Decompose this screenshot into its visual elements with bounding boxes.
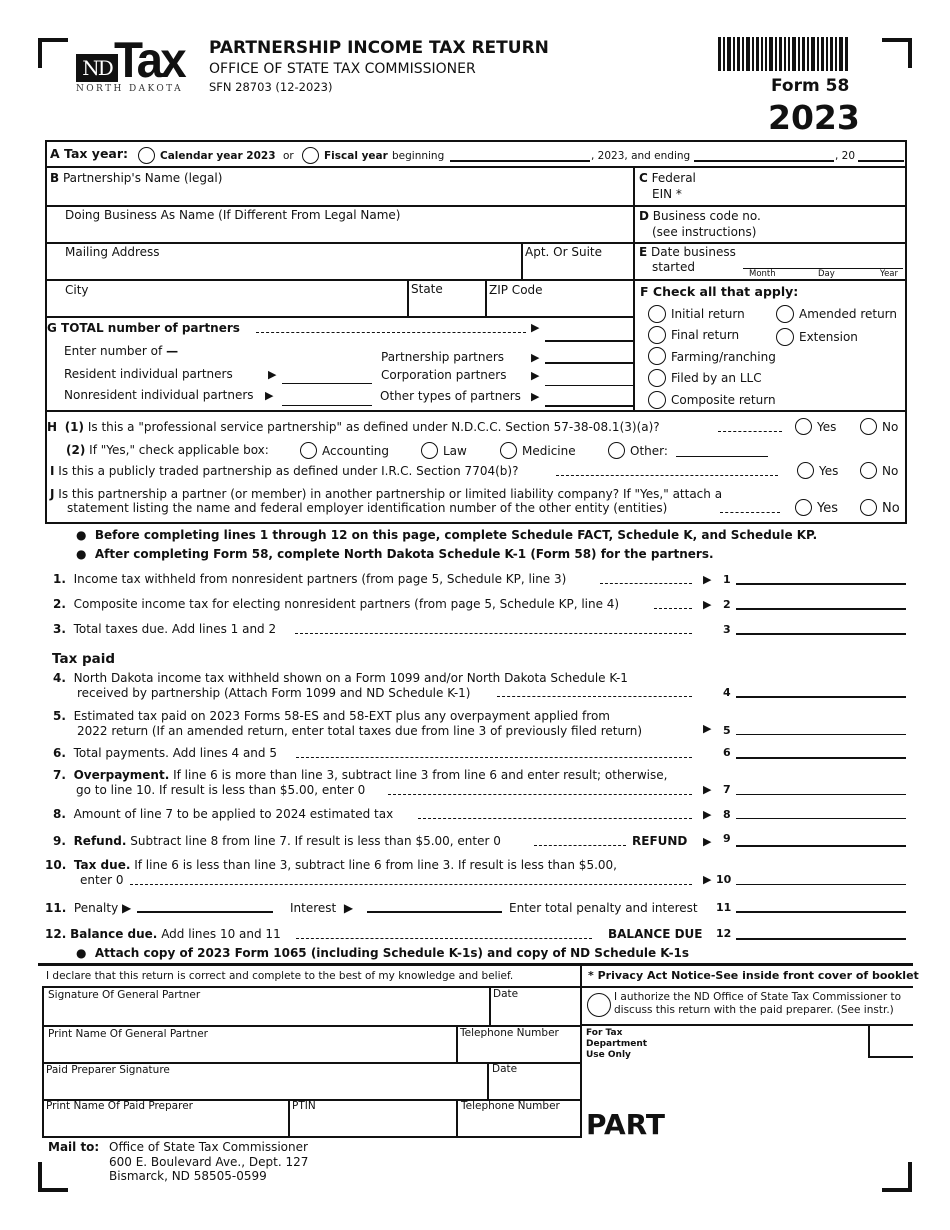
- mail-to-line-2: 600 E. Boulevard Ave., Dept. 127: [109, 1155, 309, 1169]
- total-partners-field[interactable]: [545, 340, 633, 342]
- line-6-box: 6: [723, 746, 731, 759]
- fiscal-year-radio[interactable]: [302, 147, 319, 164]
- date2-label: Date: [492, 1063, 518, 1075]
- corporation-partners-label: Corporation partners: [381, 368, 507, 382]
- arrow-icon: ▶: [531, 369, 540, 382]
- nonresident-partners-label: Nonresident individual partners: [64, 388, 254, 402]
- calendar-year-label: Calendar year 2023: [160, 150, 276, 162]
- form-number: Form 58: [771, 76, 850, 96]
- arrow-icon: ▶: [531, 390, 540, 403]
- year-label: Year: [880, 269, 898, 279]
- zip-label: ZIP Code: [489, 283, 543, 297]
- other-label: Other:: [630, 444, 668, 458]
- arrow-icon: ▶: [703, 598, 712, 611]
- logo-tax: Tax: [114, 32, 184, 88]
- line-9-box: 9: [723, 832, 731, 845]
- line-11-text: 11. Penalty ▶: [45, 901, 132, 915]
- fiscal-begin-field[interactable]: [450, 160, 590, 162]
- nonresident-partners-field[interactable]: [282, 405, 372, 406]
- nd-tax-logo: [74, 32, 189, 96]
- privacy-notice: * Privacy Act Notice-See inside front cover of booklet: [588, 969, 919, 982]
- mail-to-label: Mail to:: [48, 1140, 100, 1154]
- j-question-line1: J Is this partnership a partner (or member) in another partnership or limited liability company? If "Yes," attach a: [50, 487, 723, 501]
- other-partners-field[interactable]: [545, 405, 633, 407]
- tax-year-label: A Tax year:: [50, 146, 129, 161]
- other-type-field[interactable]: [676, 456, 768, 457]
- h1-yes-label: Yes: [817, 420, 837, 434]
- business-code-label-line2: (see instructions): [652, 225, 757, 239]
- arrow-icon: ▶: [703, 573, 712, 586]
- i-yes-label: Yes: [819, 464, 839, 478]
- h1-no-label: No: [882, 420, 899, 434]
- line-10-box: 10: [716, 873, 732, 886]
- day-label: Day: [818, 269, 835, 279]
- initial-return-label: Initial return: [671, 307, 745, 321]
- state-field[interactable]: [411, 298, 481, 314]
- arrow-icon: ▶: [703, 873, 712, 886]
- ptin-field[interactable]: [292, 1114, 452, 1134]
- city-label: City: [65, 283, 89, 297]
- zip-field[interactable]: [489, 298, 629, 314]
- line-11-field[interactable]: [736, 911, 906, 913]
- arrow-icon: ▶: [703, 783, 712, 796]
- form-year: 2023: [768, 98, 860, 137]
- line-3-box: 3: [723, 623, 731, 636]
- arrow-icon: ▶: [703, 722, 712, 735]
- phone1-field[interactable]: [460, 1042, 578, 1062]
- tax-paid-heading: Tax paid: [52, 651, 116, 667]
- arrow-icon: ▶: [703, 808, 712, 821]
- arrow-icon: ▶: [265, 389, 274, 402]
- line-6-field[interactable]: [736, 757, 906, 759]
- ending-label: , 2023, and ending: [591, 150, 691, 162]
- line-12-text: 12. Balance due. Add lines 10 and 11: [45, 927, 281, 941]
- print-preparer-label: Print Name Of Paid Preparer: [46, 1100, 193, 1112]
- date2-field[interactable]: [492, 1078, 578, 1098]
- or-label: or: [283, 150, 294, 162]
- medicine-radio[interactable]: [500, 442, 517, 459]
- h1-yes-radio[interactable]: [795, 418, 812, 435]
- ein-field[interactable]: [700, 185, 900, 203]
- filed-by-llc-label: Filed by an LLC: [671, 371, 762, 385]
- line-10-field[interactable]: [736, 884, 906, 885]
- mail-to-line-3: Bismarck, ND 58505-0599: [109, 1169, 267, 1183]
- law-radio[interactable]: [421, 442, 438, 459]
- date1-label: Date: [493, 988, 519, 1000]
- twenty-label: , 20: [835, 150, 856, 162]
- apt-suite-field[interactable]: [525, 260, 630, 278]
- line-12-field[interactable]: [736, 938, 906, 940]
- instruction-2: ● After completing Form 58, complete North Dakota Schedule K-1 (Form 58) for the partners.: [76, 547, 714, 561]
- ein-label: C Federal: [639, 171, 696, 185]
- j-no-label: No: [882, 501, 900, 516]
- partnership-partners-label: Partnership partners: [381, 350, 505, 364]
- line-6-text: 6. Total payments. Add lines 4 and 5: [53, 746, 277, 760]
- dba-label: Doing Business As Name (If Different From Legal Name): [65, 208, 401, 222]
- j-no-radio[interactable]: [860, 499, 877, 516]
- line-7-box: 7: [723, 783, 731, 796]
- other-partners-label: Other types of partners: [380, 389, 521, 403]
- arrow-icon: ▶: [531, 321, 540, 334]
- line-7-text-2: go to line 10. If result is less than $5.00, enter 0: [76, 783, 366, 797]
- line-4-text: 4. North Dakota income tax withheld shown on a Form 1099 and/or North Dakota Schedule K-1: [53, 671, 628, 685]
- filed-by-llc-radio[interactable]: [648, 369, 666, 387]
- accounting-label: Accounting: [322, 444, 390, 458]
- interest-field[interactable]: [367, 911, 502, 913]
- ptin-label: PTIN: [292, 1100, 316, 1112]
- penalty-field[interactable]: [137, 911, 273, 913]
- accounting-radio[interactable]: [300, 442, 317, 459]
- fiscal-end-field[interactable]: [694, 160, 834, 162]
- instruction-1: ● Before completing lines 1 through 12 on this page, complete Schedule FACT, Schedule K, and Schedule KP.: [76, 528, 818, 542]
- phone2-field[interactable]: [461, 1114, 578, 1134]
- state-label: State: [411, 282, 443, 296]
- line-10-text-2: enter 0: [80, 873, 124, 887]
- phone1-label: Telephone Number: [460, 1027, 559, 1039]
- h1-question: H (1) Is this a "professional service partnership" as defined under N.D.C.C. Section 57-38-08.1(3)(a)?: [47, 420, 660, 434]
- line-9-field[interactable]: [736, 845, 906, 847]
- i-no-label: No: [882, 464, 899, 478]
- partnership-partners-field[interactable]: [545, 362, 633, 364]
- form-title: PARTNERSHIP INCOME TAX RETURN: [209, 38, 549, 58]
- line-4-text-2: received by partnership (Attach Form 1099 and ND Schedule K-1): [77, 686, 471, 700]
- mailing-address-field[interactable]: [50, 260, 515, 278]
- form-subtitle: OFFICE OF STATE TAX COMMISSIONER: [209, 61, 476, 77]
- extension-label: Extension: [799, 330, 858, 344]
- initial-return-radio[interactable]: [648, 305, 666, 323]
- beginning-label: beginning: [392, 150, 445, 162]
- h1-no-radio[interactable]: [860, 418, 877, 435]
- fiscal-year-label: Fiscal year: [324, 150, 388, 162]
- calendar-year-radio[interactable]: [138, 147, 155, 164]
- composite-return-label: Composite return: [671, 393, 776, 407]
- business-code-field[interactable]: [770, 222, 900, 240]
- line-9-text: 9. Refund. Subtract line 8 from line 7. If result is less than $5.00, enter 0: [53, 834, 501, 848]
- authorize-text: I authorize the ND Office of State Tax Commissioner to discuss this return with the paid preparer. (See instr.): [614, 991, 902, 1016]
- date-started-label: E Date business: [639, 245, 736, 259]
- law-label: Law: [443, 444, 467, 458]
- interest-label: Interest ▶: [290, 901, 354, 915]
- line-1-text: 1. Income tax withheld from nonresident partners (from page 5, Schedule KP, line 3): [53, 572, 567, 586]
- line-3-field[interactable]: [736, 633, 906, 635]
- registration-mark-top-left: [38, 38, 68, 68]
- preparer-sig-label: Paid Preparer Signature: [46, 1064, 170, 1076]
- line-4-box: 4: [723, 686, 731, 699]
- i-no-radio[interactable]: [860, 462, 877, 479]
- j-yes-radio[interactable]: [795, 499, 812, 516]
- final-return-label: Final return: [671, 328, 740, 342]
- line-1-field[interactable]: [736, 583, 906, 585]
- arrow-icon: ▶: [531, 351, 540, 364]
- line-5-box: 5: [723, 724, 731, 737]
- print-general-field[interactable]: [46, 1042, 451, 1062]
- arrow-icon: ▶: [268, 368, 277, 381]
- line-4-field[interactable]: [736, 696, 906, 698]
- final-return-radio[interactable]: [648, 326, 666, 344]
- i-yes-radio[interactable]: [797, 462, 814, 479]
- dba-field[interactable]: [50, 222, 630, 240]
- line-12-box: 12: [716, 927, 732, 940]
- part-label: PART: [586, 1108, 666, 1141]
- line-8-text: 8. Amount of line 7 to be applied to 2024 estimated tax: [53, 807, 394, 821]
- h2-question: (2) If "Yes," check applicable box:: [66, 443, 269, 457]
- line-2-box: 2: [723, 598, 731, 611]
- amended-return-label: Amended return: [799, 307, 898, 321]
- fiscal-end-year-field[interactable]: [858, 160, 904, 162]
- line-5-text: 5. Estimated tax paid on 2023 Forms 58-ES and 58-EXT plus any overpayment applied from: [53, 709, 610, 723]
- registration-mark-bottom-left: [38, 1162, 68, 1192]
- barcode: [718, 37, 858, 71]
- line-8-field[interactable]: [736, 818, 906, 819]
- form-sfn: SFN 28703 (12-2023): [209, 80, 333, 94]
- attach-instruction: ● Attach copy of 2023 Form 1065 (including Schedule K-1s) and copy of ND Schedule K-1s: [76, 946, 690, 960]
- total-penalty-label: Enter total penalty and interest: [509, 901, 698, 915]
- medicine-label: Medicine: [522, 444, 576, 458]
- sig-general-label: Signature Of General Partner: [48, 989, 201, 1001]
- line-7-field[interactable]: [736, 794, 906, 795]
- declaration-text: I declare that this return is correct and complete to the best of my knowledge and belief.: [46, 970, 514, 982]
- line-3-text: 3. Total taxes due. Add lines 1 and 2: [53, 622, 277, 636]
- j-question-line2: statement listing the name and federal employer identification number of the other entity (entities): [67, 501, 668, 515]
- preparer-sig-field[interactable]: [46, 1078, 481, 1098]
- ein-label-line2: EIN *: [652, 187, 682, 201]
- composite-return-radio[interactable]: [648, 391, 666, 409]
- line-7-text: 7. Overpayment. If line 6 is more than line 3, subtract line 3 from line 6 and enter result; otherwise,: [53, 768, 668, 782]
- balance-due-tag: BALANCE DUE: [608, 927, 703, 941]
- dept-use-box: [868, 1056, 913, 1058]
- check-all-label: F Check all that apply:: [640, 284, 799, 299]
- logo-nd: ND: [76, 54, 118, 82]
- sig-general-field[interactable]: [46, 1002, 486, 1024]
- resident-partners-field[interactable]: [282, 383, 372, 384]
- j-yes-label: Yes: [817, 501, 838, 516]
- mailing-address-label: Mailing Address: [65, 245, 160, 259]
- line-1-box: 1: [723, 573, 731, 586]
- line-2-field[interactable]: [736, 608, 906, 610]
- apt-suite-label: Apt. Or Suite: [525, 245, 602, 259]
- registration-mark-bottom-right: [882, 1162, 912, 1192]
- business-code-label: D Business code no.: [639, 209, 761, 223]
- registration-mark-top-right: [882, 38, 912, 68]
- print-general-label: Print Name Of General Partner: [48, 1028, 208, 1040]
- enter-number-label: Enter number of —: [64, 344, 179, 358]
- authorize-preparer-radio[interactable]: [587, 993, 611, 1017]
- farming-ranching-label: Farming/ranching: [671, 350, 776, 364]
- date1-field[interactable]: [493, 1002, 578, 1024]
- print-preparer-field[interactable]: [46, 1114, 284, 1134]
- resident-partners-label: Resident individual partners: [64, 367, 233, 381]
- arrow-icon: ▶: [703, 835, 712, 848]
- line-11-box: 11: [716, 901, 732, 914]
- city-field[interactable]: [50, 298, 400, 314]
- phone2-label: Telephone Number: [461, 1100, 560, 1112]
- refund-tag: REFUND: [632, 834, 688, 848]
- farming-ranching-radio[interactable]: [648, 347, 666, 365]
- line-5-text-2: 2022 return (If an amended return, enter total taxes due from line 3 of previously filed return): [77, 724, 643, 738]
- extension-radio[interactable]: [776, 328, 794, 346]
- date-started-label-line2: started: [652, 260, 695, 274]
- logo-state: NORTH DAKOTA: [76, 84, 183, 94]
- corporation-partners-field[interactable]: [545, 385, 633, 386]
- line-8-box: 8: [723, 808, 731, 821]
- mail-to-line-1: Office of State Tax Commissioner: [109, 1140, 308, 1154]
- amended-return-radio[interactable]: [776, 305, 794, 323]
- legal-name-label: B Partnership's Name (legal): [50, 171, 223, 185]
- legal-name-field[interactable]: [50, 185, 630, 203]
- dept-use-label: For Tax Department Use Only: [586, 1028, 648, 1060]
- line-5-field[interactable]: [736, 734, 906, 735]
- month-label: Month: [749, 269, 776, 279]
- line-2-text: 2. Composite income tax for electing nonresident partners (from page 5, Schedule KP, line 4): [53, 597, 620, 611]
- i-question: I Is this a publicly traded partnership as defined under I.R.C. Section 7704(b)?: [50, 464, 519, 478]
- total-partners-label: G TOTAL number of partners: [47, 321, 240, 335]
- other-radio[interactable]: [608, 442, 625, 459]
- line-10-text: 10. Tax due. If line 6 is less than line 3, subtract line 6 from line 3. If result is less than $5.00,: [45, 858, 617, 872]
